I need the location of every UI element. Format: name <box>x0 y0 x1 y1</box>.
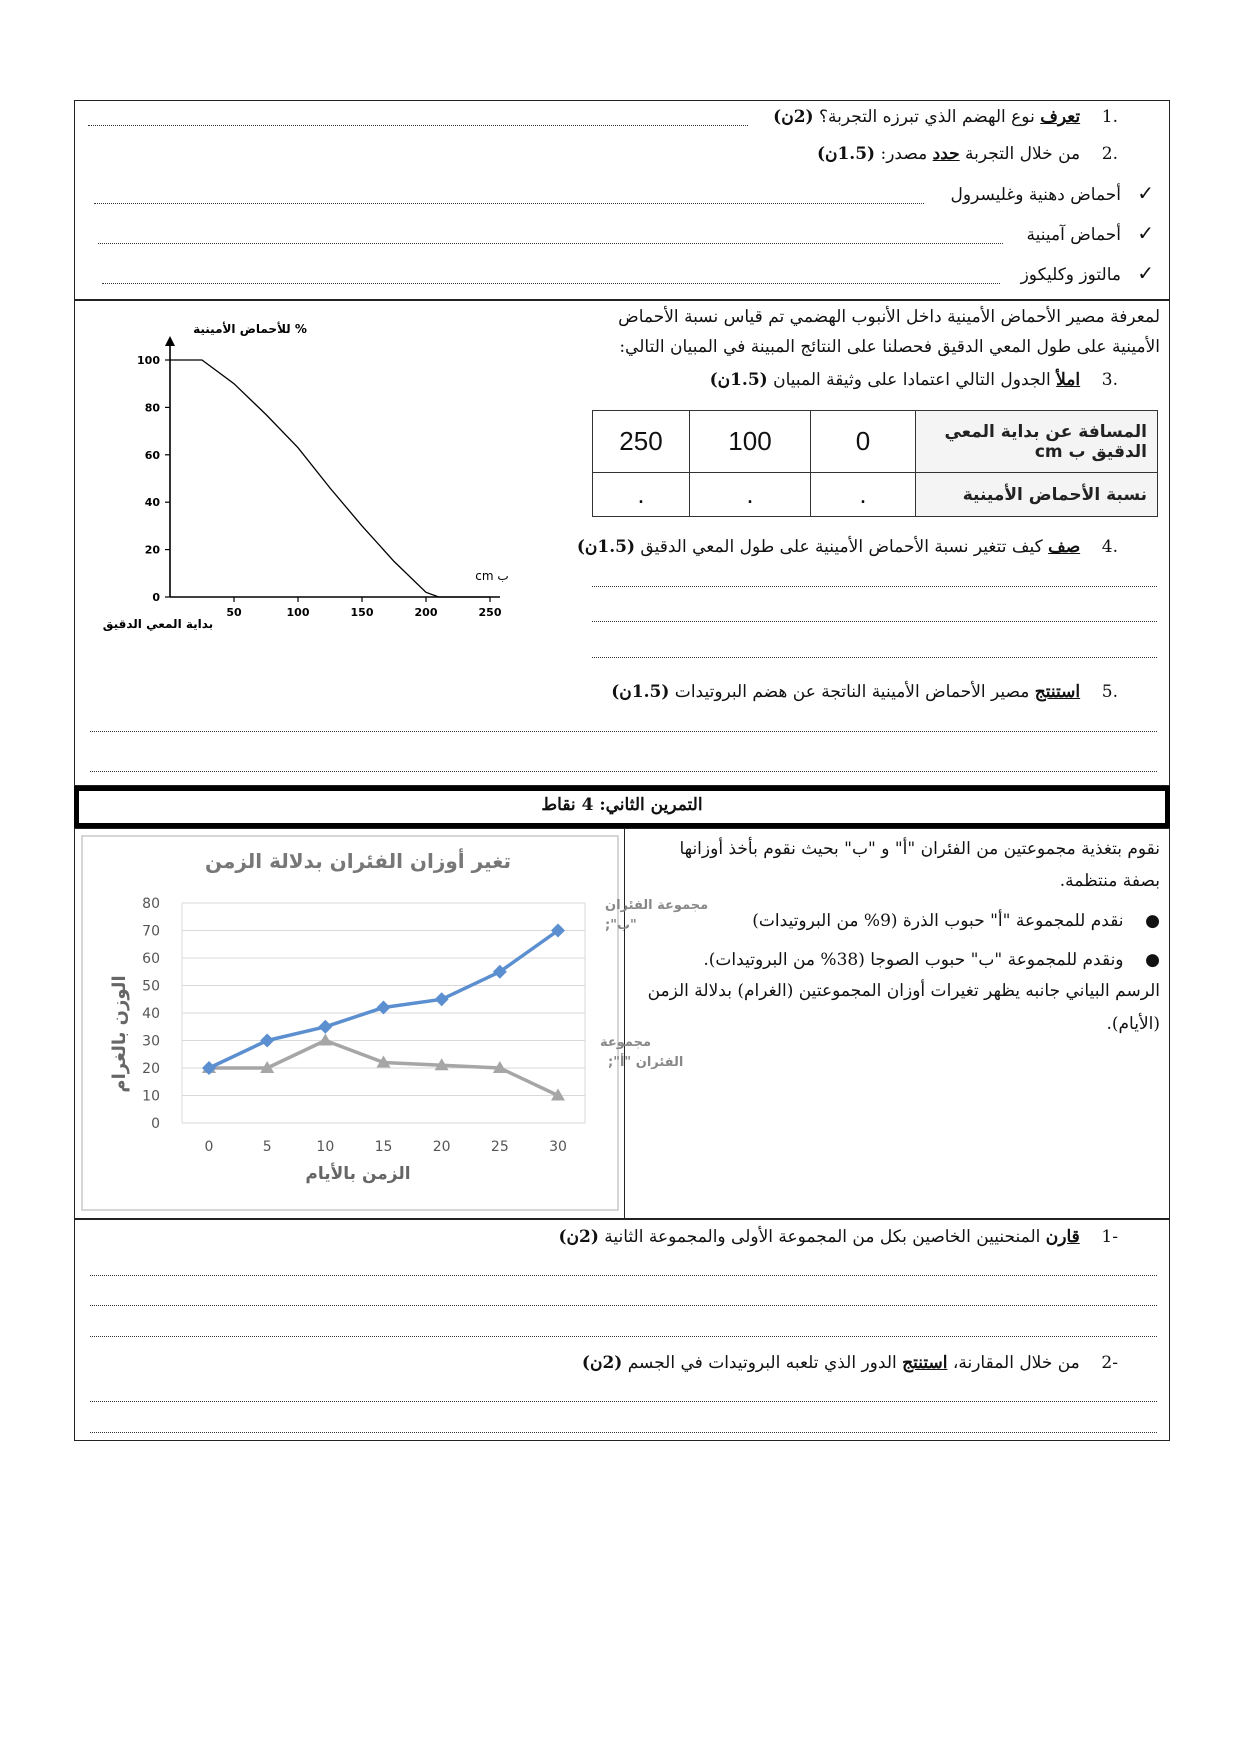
mice-weight-chart <box>80 834 709 1212</box>
bullet-icon: ● <box>1145 950 1160 970</box>
chart2-y-tick-label: 0 <box>151 1116 160 1132</box>
chart2-x-tick-label: 20 <box>432 1139 451 1155</box>
chart1-line <box>170 360 490 597</box>
chart2-x-tick-label: 25 <box>490 1139 509 1155</box>
table-cell-input[interactable]: . <box>690 473 811 517</box>
answer-line-q5-2[interactable] <box>90 771 1157 772</box>
chart2-x-label: الزمن بالأيام <box>305 1164 411 1184</box>
answer-line-q4-2[interactable] <box>592 621 1157 622</box>
chart2-y-tick-label: 70 <box>142 923 160 940</box>
legend-b-line2: "ب"; <box>605 918 637 933</box>
check-item-3: ✓ مالتوز وكليكوز <box>1020 261 1154 285</box>
checkmark-icon: ✓ <box>1137 181 1154 205</box>
chart2-y-tick-label: 40 <box>142 1006 160 1022</box>
ex2-q1-verb: قارن <box>1045 1227 1080 1247</box>
chart2-x-tick-label: 10 <box>316 1139 335 1155</box>
table-row-header: المسافة عن بداية المعي الدقيق ب cm <box>916 411 1158 473</box>
chart1-x-label: بداية المعي الدقيق <box>102 617 214 631</box>
q2-verb: حدد <box>932 144 960 164</box>
chart2-x-tick-label: 15 <box>374 1139 393 1155</box>
exercise2-title: التمرين الثاني: 4 نقاط <box>541 795 703 815</box>
legend-a-line2: الفئران "أ"; <box>608 1055 684 1070</box>
chart1-x-tick-label: 200 <box>414 606 438 619</box>
table-row-header: نسبة الأحماض الأمينية <box>916 473 1158 517</box>
chart1-y-tick-label: 0 <box>152 591 160 604</box>
answer-line-ex2-q1-2[interactable] <box>90 1305 1157 1306</box>
ex2-para-line2: (الأيام). <box>1106 1014 1160 1034</box>
chart1-x-unit: cm ب <box>475 569 509 583</box>
chart2-title: تغير أوزان الفئران بدلالة الزمن <box>204 849 512 873</box>
section1-intro-line2: الأمينية على طول المعي الدقيق فحصلنا على النتائج المبينة في المبيان التالي: <box>619 337 1160 357</box>
chart2-y-tick-label: 10 <box>142 1088 160 1105</box>
chart1-y-tick-label: 100 <box>137 354 160 367</box>
checkmark-icon: ✓ <box>1137 261 1154 285</box>
chart1-y-tick-label: 20 <box>144 543 160 557</box>
chart2-y-tick-label: 80 <box>142 896 160 912</box>
answer-line-q4-3[interactable] <box>592 657 1157 658</box>
question-1: .1 تعرف نوع الهضم الذي تبرزه التجربة؟ (2ن) <box>773 107 1118 127</box>
ex2-bullet-1: ● نقدم للمجموعة "أ" حبوب الذرة (9% من البروتيدات) <box>752 911 1160 931</box>
ex2-intro-line1: نقوم بتغذية مجموعتين من الفئران "أ" و "ب" بحيث نقوم بأخذ أوزانها <box>679 839 1160 859</box>
bullet-icon: ● <box>1145 911 1160 931</box>
question-3: .3 املأ الجدول التالي اعتمادا على وثيقة المبيان (1.5ن) <box>709 370 1118 390</box>
q4-verb: صف <box>1048 537 1081 557</box>
ex2-question-2: -2 من خلال المقارنة، استنتج الدور الذي تلعبه البروتيدات في الجسم (2ن) <box>581 1353 1118 1373</box>
legend-b-line1: مجموعة الفئران <box>605 898 709 913</box>
check-item-2: ✓ أحماض آمينية <box>1026 221 1154 245</box>
ex2-para-line1: الرسم البياني جانبه يظهر تغيرات أوزان المجموعتين (الغرام) بدلالة الزمن <box>647 981 1160 1001</box>
table-cell-input[interactable]: . <box>593 473 690 517</box>
q3-verb: املأ <box>1056 370 1081 390</box>
question-2: .2 من خلال التجربة حدد مصدر: (1.5ن) <box>816 144 1118 164</box>
table-cell-input[interactable]: . <box>811 473 916 517</box>
exercise2-divider <box>624 828 625 1219</box>
answer-line-ex2-q1-3[interactable] <box>90 1336 1157 1337</box>
answer-line-ex2-q2-1[interactable] <box>90 1401 1157 1402</box>
answer-line-item-3[interactable] <box>102 283 1000 284</box>
answer-line-q4-1[interactable] <box>592 586 1157 587</box>
chart1-x-tick-label: 50 <box>226 606 242 619</box>
chart1-x-tick-label: 250 <box>478 606 502 619</box>
question-5: .5 استنتج مصير الأحماض الأمينية الناتجة عن هضم البروتيدات (1.5ن) <box>611 682 1118 702</box>
table-cell: 250 <box>593 411 690 473</box>
chart1-y-label: % للأحماض الأمينية <box>193 322 307 336</box>
chart2-x-tick-label: 30 <box>549 1139 567 1155</box>
check-item-1: ✓ أحماض دهنية وغليسرول <box>950 181 1154 205</box>
chart1-x-tick-label: 150 <box>350 606 374 619</box>
chart2-x-tick-label: 5 <box>262 1139 272 1155</box>
ex2-question-1: -1 قارن المنحنيين الخاصين بكل من المجموعة الأولى والمجموعة الثانية (2ن) <box>558 1227 1118 1247</box>
section1-intro-line1: لمعرفة مصير الأحماض الأمينية داخل الأنبوب الهضمي تم قياس نسبة الأحماض <box>618 307 1160 327</box>
chart2-x-tick-label: 0 <box>204 1139 214 1155</box>
chart2-y-label: الوزن بالغرام <box>109 975 130 1093</box>
amino-acid-table <box>592 410 1158 517</box>
ex2-bullet-2: ● ونقدم للمجموعة "ب" حبوب الصوجا (38% من البروتيدات). <box>703 950 1160 970</box>
chart1-x-tick-label: 100 <box>286 606 310 619</box>
table-cell: 100 <box>690 411 811 473</box>
answer-line-ex2-q1-1[interactable] <box>90 1275 1157 1276</box>
chart1-y-tick-label: 40 <box>144 496 160 510</box>
chart2-y-tick-label: 60 <box>142 951 160 967</box>
ex2-intro-line2: بصفة منتظمة. <box>1059 871 1160 891</box>
answer-line-item-2[interactable] <box>98 243 1003 244</box>
exercise2-questions-box <box>74 1219 1170 1441</box>
chart1-y-tick-label: 60 <box>144 448 160 462</box>
q1-verb: تعرف <box>1040 107 1081 127</box>
answer-line-q1[interactable] <box>88 125 748 126</box>
chart1-y-arrow <box>165 336 175 346</box>
answer-line-q5-1[interactable] <box>90 731 1157 732</box>
chart2-y-tick-label: 30 <box>142 1033 160 1050</box>
checkmark-icon: ✓ <box>1137 221 1154 245</box>
chart1-y-tick-label: 80 <box>144 401 160 415</box>
question-4: .4 صف كيف تتغير نسبة الأحماض الأمينية على طول المعي الدقيق (1.5ن) <box>576 537 1118 557</box>
q5-verb: استنتج <box>1034 682 1081 702</box>
legend-a-line1: مجموعة <box>600 1035 652 1050</box>
chart2-y-tick-label: 50 <box>142 978 160 995</box>
amino-acid-chart <box>100 310 530 640</box>
chart2-y-tick-label: 20 <box>142 1061 160 1077</box>
answer-line-item-1[interactable] <box>94 203 924 204</box>
ex2-q2-verb: استنتج <box>902 1353 948 1373</box>
table-cell: 0 <box>811 411 916 473</box>
answer-line-ex2-q2-2[interactable] <box>90 1432 1157 1433</box>
